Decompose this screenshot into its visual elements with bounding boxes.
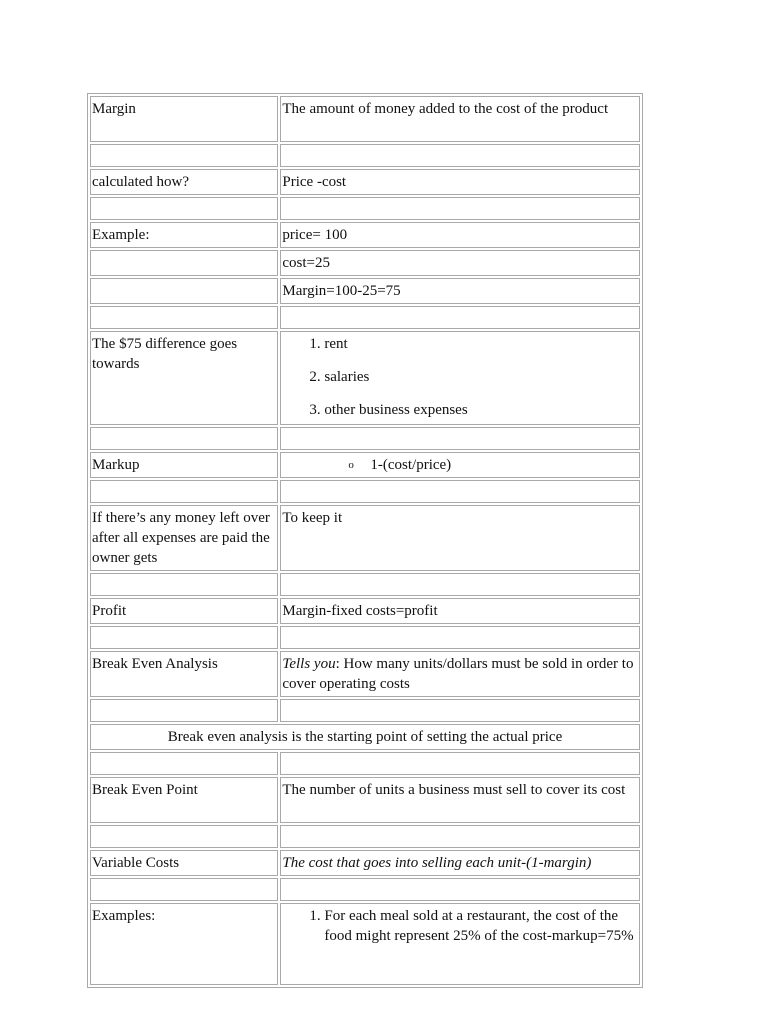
markup-formula: 1-(cost/price)	[370, 457, 452, 473]
list-item	[348, 455, 638, 475]
term-cell: Example:	[90, 222, 278, 248]
tells-you-label: Tells you	[282, 656, 336, 672]
term-cell	[90, 278, 278, 304]
markup-list	[282, 455, 638, 475]
term-cell: If there’s any money left over after all expenses are paid the owner gets	[90, 505, 278, 571]
definition-cell: price= 100	[280, 222, 640, 248]
spacer-row	[90, 752, 640, 775]
term-cell: Examples:	[90, 903, 278, 985]
table-row	[90, 331, 640, 425]
notes-table	[87, 93, 643, 988]
circle-bullet-icon: o	[348, 459, 354, 471]
definition-text: The cost that goes into selling each unit-(1-margin)	[282, 855, 592, 871]
list-item: 1. rent	[324, 334, 638, 354]
definition-cell	[280, 651, 640, 697]
list-item: 3. other business expenses	[324, 400, 638, 420]
definition-cell	[280, 331, 640, 425]
table-row	[90, 651, 640, 697]
table-row	[90, 222, 640, 248]
table-row	[90, 278, 640, 304]
spacer-row	[90, 825, 640, 848]
examples-list	[282, 906, 638, 946]
term-cell: Margin	[90, 96, 278, 142]
note-cell: Break even analysis is the starting point of setting the actual price	[90, 724, 640, 750]
definition-cell	[280, 850, 640, 876]
definition-cell: Margin=100-25=75	[280, 278, 640, 304]
term-cell: The $75 difference goes towards	[90, 331, 278, 425]
table-row	[90, 850, 640, 876]
table-row	[90, 598, 640, 624]
spacer-row	[90, 573, 640, 596]
term-cell: Profit	[90, 598, 278, 624]
term-cell: Break Even Analysis	[90, 651, 278, 697]
table-row	[90, 169, 640, 195]
table-row	[90, 452, 640, 478]
definition-cell: The number of units a business must sell to cover its cost	[280, 777, 640, 823]
expense-list	[282, 334, 638, 420]
definition-cell: Margin-fixed costs=profit	[280, 598, 640, 624]
term-cell	[90, 250, 278, 276]
term-cell: Variable Costs	[90, 850, 278, 876]
spacer-row	[90, 626, 640, 649]
table-row	[90, 250, 640, 276]
spacer-row	[90, 699, 640, 722]
term-cell: Markup	[90, 452, 278, 478]
definition-cell: cost=25	[280, 250, 640, 276]
list-item: 1. For each meal sold at a restaurant, the cost of the food might represent 25% of the cost-markup=75%	[324, 906, 638, 946]
spacer-row	[90, 306, 640, 329]
table-row	[90, 724, 640, 750]
term-cell: Break Even Point	[90, 777, 278, 823]
spacer-row	[90, 144, 640, 167]
spacer-row	[90, 197, 640, 220]
table-row	[90, 903, 640, 985]
definition-cell	[280, 452, 640, 478]
spacer-row	[90, 427, 640, 450]
list-item: 2. salaries	[324, 367, 638, 387]
definition-text: : How many units/dollars must be sold in order to cover operating costs	[282, 656, 634, 692]
spacer-row	[90, 480, 640, 503]
definition-cell	[280, 903, 640, 985]
term-cell: calculated how?	[90, 169, 278, 195]
spacer-row	[90, 878, 640, 901]
definition-cell: The amount of money added to the cost of the product	[280, 96, 640, 142]
table-row	[90, 96, 640, 142]
definition-cell: To keep it	[280, 505, 640, 571]
table-row	[90, 777, 640, 823]
definition-cell: Price -cost	[280, 169, 640, 195]
table-row	[90, 505, 640, 571]
